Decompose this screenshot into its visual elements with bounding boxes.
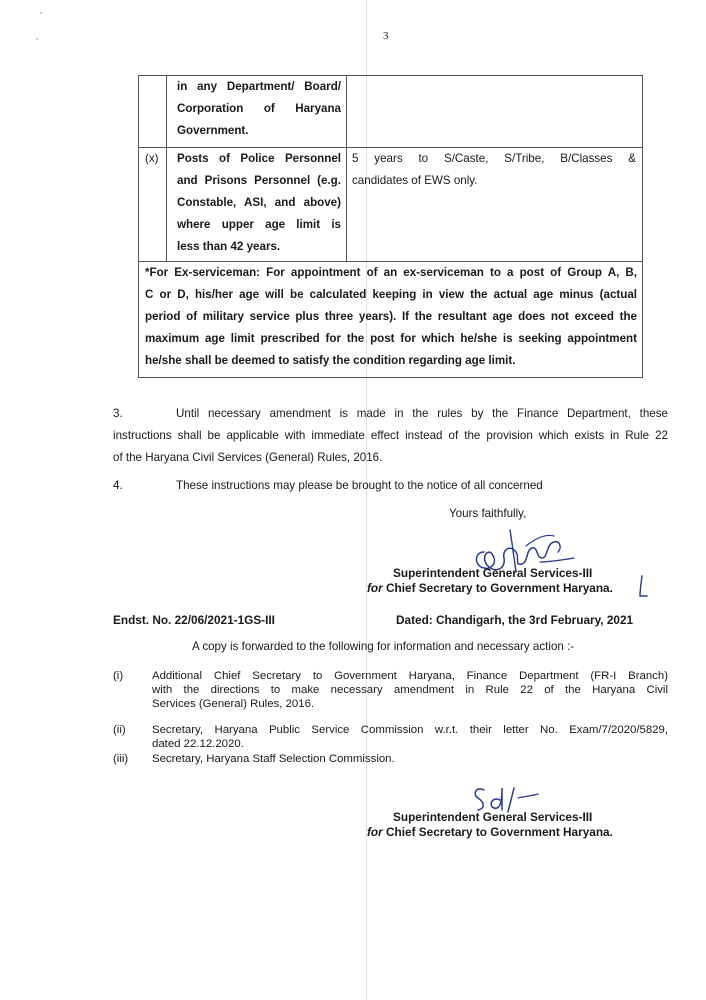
- paragraph-line: Until necessary amendment is made in the rules by the Finance Department, these: [176, 407, 668, 420]
- copy-item-line: with the directions to make necessary amendment in Rule 22 of the Haryana Civil: [152, 684, 668, 696]
- copy-item-line: Services (General) Rules, 2016.: [152, 698, 315, 710]
- copy-item-line: dated 22.12.2020.: [152, 738, 244, 750]
- table-cell-post-line: Posts of Police Personnel: [177, 152, 341, 165]
- signature-designation: Superintendent General Services-III: [393, 810, 593, 824]
- signature-for-line: [367, 825, 613, 839]
- signature-for-line: [367, 581, 613, 595]
- table-cell-post-line: less than 42 years.: [177, 240, 281, 253]
- table-cell-relaxation-line: candidates of EWS only.: [352, 174, 478, 187]
- paragraph-4: [113, 475, 668, 497]
- for-prefix: for: [367, 825, 383, 839]
- copy-list-item: [113, 670, 668, 710]
- copy-list-item: [113, 753, 668, 767]
- signature-designation: Superintendent General Services-III: [393, 566, 593, 580]
- table-cell-post-line: and Prisons Personnel (e.g.: [177, 174, 341, 187]
- paragraph-3: [113, 403, 668, 469]
- handwritten-tick-icon: [636, 574, 650, 600]
- table-cell-relaxation-line: 5 years to S/Caste, S/Tribe, B/Classes &: [352, 152, 636, 165]
- table-col-divider: [166, 76, 167, 262]
- copy-item-roman: (i): [113, 670, 124, 682]
- paragraph-number: 3.: [113, 407, 123, 420]
- table-col-divider: [346, 76, 347, 262]
- copy-item-line: Additional Chief Secretary to Government Haryana, Finance Department (FR-I Branch): [152, 670, 668, 682]
- paragraph-line: These instructions may please be brought to the notice of all concerned: [176, 479, 543, 492]
- endorsement-date: Dated: Chandigarh, the 3rd February, 2021: [396, 613, 634, 627]
- paragraph-line: of the Haryana Civil Services (General) Rules, 2016.: [113, 451, 383, 464]
- table-cell-continuation-line: Government.: [177, 124, 249, 137]
- paragraph-number: 4.: [113, 479, 123, 492]
- table-cell-continuation-line: in any Department/ Board/: [177, 80, 341, 93]
- copy-forward-intro: A copy is forwarded to the following for information and necessary action :-: [192, 640, 575, 653]
- paragraph-line: instructions shall be applicable with immediate effect instead of the provision which exists in Rule 22: [113, 429, 668, 442]
- endorsement-number: Endst. No. 22/06/2021-1GS-III: [113, 613, 275, 627]
- for-chief-secretary: Chief Secretary to Government Haryana.: [386, 825, 613, 839]
- page-number: 3: [383, 30, 389, 42]
- scan-speck: [40, 12, 42, 14]
- copy-item-line: Secretary, Haryana Public Service Commission w.r.t. their letter No. Exam/7/2020/5829,: [152, 724, 668, 736]
- for-prefix: for: [367, 581, 383, 595]
- age-relaxation-table: [138, 75, 643, 378]
- ex-serviceman-note-line: C or D, his/her age will be calculated keeping in view the actual age minus (actual: [145, 288, 637, 301]
- table-cell-post-line: Constable, ASI, and above): [177, 196, 341, 209]
- closing-salutation: Yours faithfully,: [449, 507, 527, 520]
- scan-speck: [36, 38, 38, 40]
- copy-list-item: [113, 724, 668, 752]
- table-cell-post-line: where upper age limit is: [177, 218, 341, 231]
- copy-item-line: Secretary, Haryana Staff Selection Commission.: [152, 753, 395, 765]
- ex-serviceman-note-line: he/she shall be deemed to satisfy the condition regarding age limit.: [145, 354, 516, 367]
- table-cell-continuation-line: Corporation of Haryana: [177, 102, 341, 115]
- ex-serviceman-note-line: maximum age limit prescribed for the post for which he/she is seeking appointment: [145, 332, 637, 345]
- copy-item-roman: (iii): [113, 753, 129, 765]
- copy-item-roman: (ii): [113, 724, 126, 736]
- ex-serviceman-note-line: *For Ex-serviceman: For appointment of an ex-serviceman to a post of Group A, B,: [145, 266, 637, 279]
- for-chief-secretary: Chief Secretary to Government Haryana.: [386, 581, 613, 595]
- ex-serviceman-note-line: period of military service plus three years). If the resultant age does not exceed the: [145, 310, 637, 323]
- table-row-serial: (x): [145, 152, 159, 165]
